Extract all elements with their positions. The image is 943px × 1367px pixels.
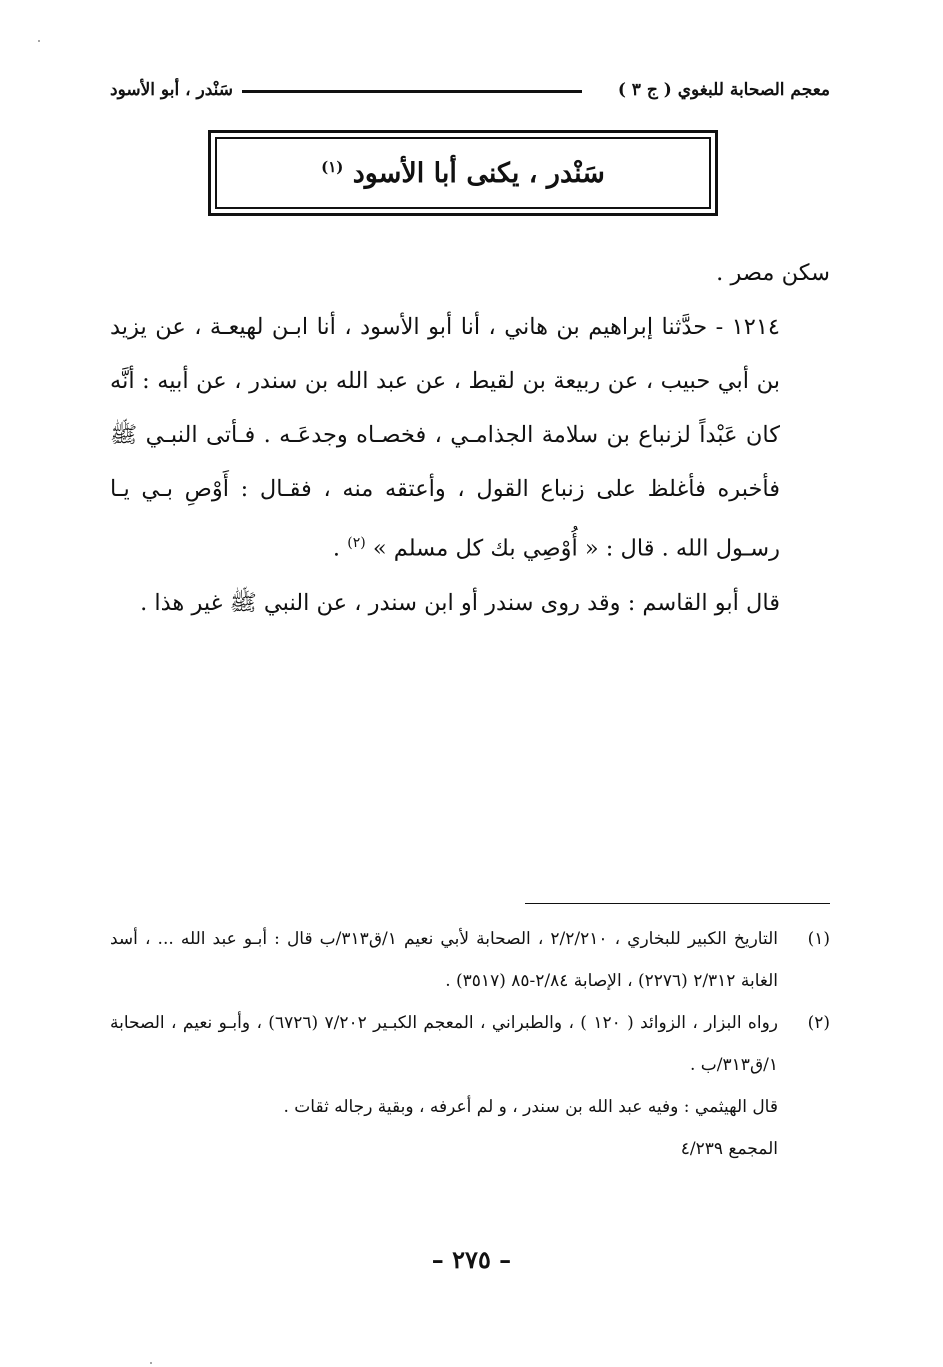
footnote-2-majma: المجمع ٤/٢٣٩ [680, 1139, 778, 1159]
footnote-2 [110, 1002, 830, 1170]
footnote-2-number: (٢) [807, 1013, 830, 1033]
scan-speck [38, 40, 40, 42]
hadith-paragraph [110, 300, 830, 576]
hadith-footnote-ref: (٢) [347, 535, 366, 551]
entry-title-text: سَنْدر ، يكنى أبا الأسود [352, 157, 605, 189]
hadith-text: ١٢١٤ - حدَّثنا إبراهيم بن هاني ، أنا أبو الأسود ، أنا ابـن لهيعـة ، عن يزيد بن أبي حبيب ، عن ربيعة بن لقيط ، عن عبد الله بن سندر ، عن أبيه : أنَّه كان عَبْداً لزنباع بن سلامة الجذامـي ، فخصـاه وجدعَـه . فـأتى النبـي ﷺ فأخبره فأغلظ على زنباع القول ، وأعتقه منه ، فقـال : أَوْصِ بـي يـا رسـول الله . قال : « أُوْصِي بك كل مسلم » [110, 314, 780, 562]
running-header [110, 76, 830, 106]
entry-body [110, 246, 830, 630]
header-rule [242, 90, 582, 93]
footnotes [110, 918, 830, 1170]
footnote-separator [525, 903, 830, 904]
page-number: – ٢٧٥ – [431, 1245, 512, 1274]
footnote-1-number: (١) [807, 929, 830, 949]
entry-title [321, 158, 605, 189]
header-entry-name: سَنْدر ، أبو الأسود [110, 80, 234, 100]
entry-title-box [208, 130, 718, 216]
footnote-2-text: رواه البزار ، الزوائد ( ١٢٠ ) ، والطبراني ، المعجم الكبـير ٧/٢٠٢ (٦٧٢٦) ، وأبـو نعيم ، الصحابة ١/ق٣١٣/ب . [110, 1013, 778, 1075]
entry-title-footnote-ref: (١) [321, 157, 344, 176]
header-book-title: معجم الصحابة للبغوي ( ج ٣ ) [617, 80, 830, 100]
footnote-1-text: التاريخ الكبير للبخاري ، ٢/٢/٢١٠ ، الصحابة لأبي نعيم ١/ق٣١٣/ب قال : أبـو عبد الله ... ، أسد الغابة ٢/٣١٢ (٢٢٧٦) ، الإصابة ٢/٨٤-٨٥ (٣٥١٧) . [110, 929, 778, 991]
hadith-end: . [332, 535, 348, 562]
intro-line: سكن مصر . [716, 260, 830, 286]
commentary-paragraph: قال أبو القاسم : وقد روى سندر أو ابن سندر ، عن النبي ﷺ غير هذا . [140, 589, 780, 616]
scan-speck [150, 1362, 152, 1364]
footnote-2-haythami: قال الهيثمي : وفيه عبد الله بن سندر ، و لم أعرفه ، وبقية رجاله ثقات . [283, 1097, 778, 1117]
footnote-1 [110, 918, 830, 1002]
